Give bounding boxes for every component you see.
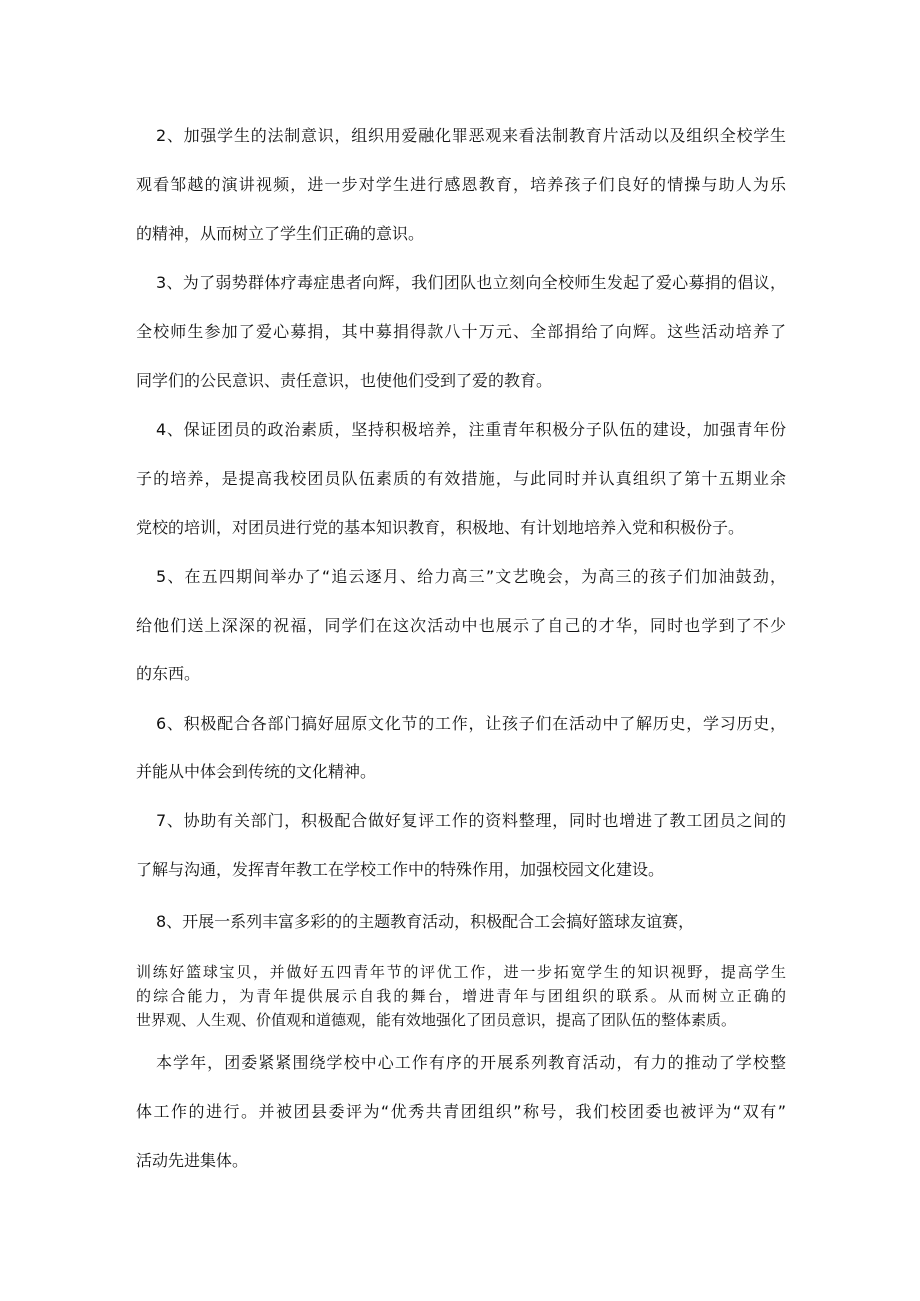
paragraph-5-line-2: 给他们送上深深的祝福，同学们在这次活动中也展示了自己的才华，同时也学到了不少	[136, 616, 786, 635]
paragraph-3-line-2: 全校师生参加了爱心募捐，其中募捐得款八十万元、全部捐给了向辉。这些活动培养了	[136, 322, 786, 341]
paragraph-8b-line-1: 训练好篮球宝贝，并做好五四青年节的评优工作，进一步拓宽学生的知识视野，提高学生	[136, 963, 786, 981]
paragraph-3-line-1: 3、为了弱势群体疗毒症患者向辉，我们团队也立刻向全校师生发起了爱心募捐的倡议，	[156, 273, 786, 292]
paragraph-2-line-1: 2、加强学生的法制意识，组织用爱融化罪恶观来看法制教育片活动以及组织全校学生	[156, 126, 786, 145]
paragraph-4-line-1: 4、保证团员的政治素质，坚持积极培养，注重青年积极分子队伍的建设，加强青年份	[156, 420, 786, 439]
paragraph-5-line-3: 的东西。	[136, 664, 201, 683]
paragraph-8b-line-2: 的综合能力，为青年提供展示自我的舞台，增进青年与团组织的联系。从而树立正确的	[136, 987, 786, 1005]
paragraph-7-line-1: 7、协助有关部门，积极配合做好复评工作的资料整理，同时也增进了教工团员之间的	[156, 811, 786, 830]
paragraph-3-line-3: 同学们的公民意识、责任意识，也使他们受到了爱的教育。	[136, 371, 553, 390]
paragraph-6-line-2: 并能从中体会到传统的文化精神。	[136, 762, 377, 781]
paragraph-4-line-2: 子的培养，是提高我校团员队伍素质的有效措施，与此同时并认真组织了第十五期业余	[136, 469, 786, 488]
paragraph-7-line-2: 了解与沟通，发挥青年教工在学校工作中的特殊作用，加强校园文化建设。	[136, 860, 665, 879]
paragraph-6-line-1: 6、积极配合各部门搞好屈原文化节的工作，让孩子们在活动中了解历史，学习历史，	[156, 714, 786, 733]
paragraph-9-line-1: 本学年，团委紧紧围绕学校中心工作有序的开展系列教育活动，有力的推动了学校整	[156, 1053, 786, 1072]
paragraph-2-line-2: 观看邹越的演讲视频，进一步对学生进行感恩教育，培养孩子们良好的情操与助人为乐	[136, 175, 786, 194]
paragraph-2-line-3: 的精神，从而树立了学生们正确的意识。	[136, 224, 425, 243]
paragraph-8b-line-3: 世界观、人生观、价值观和道德观，能有效地强化了团员意识，提高了团队伍的整体素质。	[136, 1011, 737, 1029]
paragraph-9-line-3: 活动先进集体。	[136, 1151, 249, 1170]
paragraph-5-line-1: 5、在五四期间举办了“追云逐月、给力高三”文艺晚会，为高三的孩子们加油鼓劲，	[156, 567, 786, 586]
paragraph-4-line-3: 党校的培训，对团员进行党的基本知识教育，积极地、有计划地培养入党和积极份子。	[136, 518, 745, 537]
paragraph-9-line-2: 体工作的进行。并被团县委评为“优秀共青团组织”称号，我们校团委也被评为“双有”	[136, 1102, 786, 1121]
paragraph-8-line-1: 8、开展一系列丰富多彩的的主题教育活动，积极配合工会搞好篮球友谊赛，	[156, 912, 695, 931]
